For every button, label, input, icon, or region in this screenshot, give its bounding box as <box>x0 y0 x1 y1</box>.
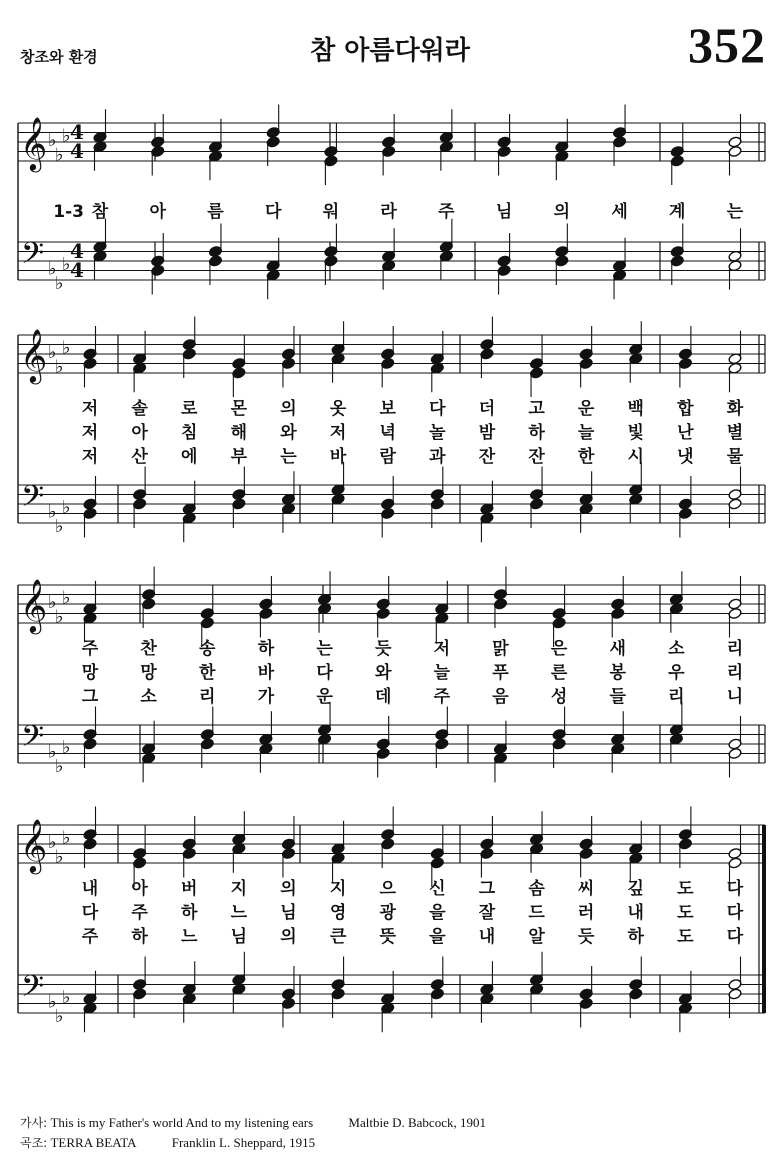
lyric-syllable: 화 <box>726 399 744 419</box>
lyric-syllable: 보 <box>379 399 396 419</box>
lyric-syllable: 솜 <box>528 879 545 899</box>
lyric-syllable: 망 <box>140 663 157 683</box>
hymn-category: 창조와 환경 <box>20 48 98 66</box>
flat-icon: ♭ <box>48 258 57 280</box>
lyric-syllable: 드 <box>528 903 545 923</box>
treble-staff <box>18 317 765 398</box>
lyric-syllable: 을 <box>429 903 446 923</box>
lyric-line <box>82 422 743 443</box>
lyric-syllable: 잔 <box>478 447 496 467</box>
lyric-syllable: 으 <box>379 879 396 899</box>
lyric-syllable: 난 <box>677 423 694 443</box>
hymn-title: 참 아름다워라 <box>310 36 470 66</box>
lyric-syllable: 운 <box>577 399 595 419</box>
lyric-syllable: 솔 <box>131 399 148 419</box>
flat-icon: ♭ <box>48 342 57 363</box>
lyric-syllable: 다 <box>726 927 744 947</box>
bass-staff <box>18 462 765 543</box>
flat-icon: ♭ <box>55 356 64 378</box>
lyric-syllable: 느 <box>181 927 198 947</box>
lyric-syllable: 그 <box>81 687 99 707</box>
lyric-syllable: 다 <box>726 879 744 899</box>
flat-icon: ♭ <box>55 272 64 294</box>
lyric-syllable: 음 <box>492 687 509 707</box>
lyric-syllable: 리 <box>668 687 685 707</box>
lyric-syllable: 하 <box>627 927 644 947</box>
lyric-syllable: 해 <box>230 423 248 443</box>
lyric-syllable: 리 <box>199 687 216 707</box>
lyric-syllable: 잘 <box>478 903 496 923</box>
lyric-line <box>82 902 744 923</box>
lyric-syllable: 워 <box>322 202 340 222</box>
lyric-syllable: 밤 <box>478 423 496 443</box>
tune-label: 곡조: <box>20 1136 48 1150</box>
verse-marker: 1-3 <box>53 202 84 222</box>
flat-icon: ♭ <box>48 741 57 763</box>
lyric-syllable: 망 <box>81 663 99 683</box>
lyric-syllable: 지 <box>230 879 248 899</box>
lyric-syllable: 주 <box>81 927 99 947</box>
lyric-syllable: 물 <box>726 447 744 467</box>
lyric-syllable: 도 <box>677 903 694 923</box>
lyric-syllable: 새 <box>609 639 626 659</box>
lyric-syllable: 저 <box>81 399 99 419</box>
flat-icon: ♭ <box>62 337 71 359</box>
lyric-syllable: 의 <box>553 202 571 222</box>
bass-clef-icon: 𝄢 <box>21 720 45 761</box>
lyric-syllable: 백 <box>627 399 644 419</box>
flat-icon: ♭ <box>62 496 71 518</box>
lyric-line <box>82 662 743 683</box>
lyric-line <box>82 638 743 659</box>
lyric-syllable: 봉 <box>609 663 626 683</box>
lyric-syllable: 참 <box>91 202 109 222</box>
lyric-syllable: 찬 <box>140 639 157 659</box>
lyric-syllable: 부 <box>230 447 248 467</box>
lyric-syllable: 주 <box>438 202 455 222</box>
lyric-syllable: 는 <box>726 202 744 222</box>
lyric-syllable: 알 <box>528 927 545 947</box>
lyric-syllable: 들 <box>609 687 626 707</box>
time-signature-top: 4 <box>70 120 84 144</box>
lyric-syllable: 광 <box>379 903 396 923</box>
lyric-syllable: 영 <box>329 903 347 923</box>
lyrics-author: Maltbie D. Babcock, 1901 <box>348 1115 486 1130</box>
lyric-syllable: 그 <box>478 879 496 899</box>
lyric-syllable: 와 <box>280 423 297 443</box>
lyric-syllable: 라 <box>380 202 397 222</box>
lyric-syllable: 가 <box>257 687 275 707</box>
lyric-line <box>82 926 744 947</box>
lyrics-label: 가사: <box>20 1116 48 1130</box>
flat-icon: ♭ <box>48 991 57 1013</box>
flat-icon: ♭ <box>55 1005 64 1027</box>
lyric-syllable: 로 <box>181 399 198 419</box>
lyric-syllable: 와 <box>374 663 392 683</box>
lyric-syllable: 깊 <box>627 879 644 899</box>
lyric-syllable: 님 <box>495 202 513 222</box>
tune-name: TERRA BEATA <box>50 1135 137 1150</box>
lyrics-credit <box>20 1113 486 1133</box>
lyric-syllable: 듯 <box>374 639 392 659</box>
flat-icon: ♭ <box>55 846 64 868</box>
lyric-syllable: 름 <box>207 202 224 222</box>
lyric-syllable: 놀 <box>429 423 446 443</box>
tune-author: Franklin L. Sheppard, 1915 <box>171 1135 316 1150</box>
lyric-syllable: 리 <box>726 663 744 683</box>
lyric-syllable: 는 <box>316 639 333 659</box>
lyric-syllable: 씨 <box>577 879 595 899</box>
lyric-syllable: 신 <box>429 879 446 899</box>
lyric-syllable: 내 <box>81 879 99 899</box>
music-system-4 <box>18 807 766 1033</box>
credits <box>20 1113 486 1153</box>
lyric-syllable: 운 <box>316 687 333 707</box>
lyric-syllable: 바 <box>329 447 347 467</box>
flat-icon: ♭ <box>48 592 57 613</box>
flat-icon: ♭ <box>62 736 71 758</box>
lyric-syllable: 의 <box>280 879 297 899</box>
lyric-syllable: 큰 <box>329 927 347 947</box>
treble-staff <box>18 105 765 186</box>
lyric-syllable: 과 <box>429 447 446 467</box>
lyric-syllable: 님 <box>280 903 297 923</box>
lyric-syllable: 러 <box>577 903 595 923</box>
time-signature-bottom: 4 <box>70 258 84 282</box>
time-signature-bottom: 4 <box>70 139 84 163</box>
lyric-syllable: 저 <box>433 639 451 659</box>
lyric-syllable: 아 <box>149 202 166 222</box>
music-system-1 <box>18 105 765 300</box>
lyric-syllable: 주 <box>81 639 99 659</box>
lyric-syllable: 의 <box>280 927 297 947</box>
lyric-syllable: 다 <box>81 903 99 923</box>
lyric-syllable: 람 <box>379 447 396 467</box>
treble-staff <box>18 567 765 648</box>
lyric-syllable: 도 <box>677 879 694 899</box>
lyric-syllable: 더 <box>478 399 496 419</box>
lyric-syllable: 한 <box>577 447 595 467</box>
lyric-syllable: 세 <box>611 202 628 222</box>
lyric-syllable: 소 <box>668 639 685 659</box>
lyric-line <box>82 686 743 707</box>
flat-icon: ♭ <box>62 125 71 147</box>
lyric-syllable: 한 <box>199 663 216 683</box>
lyric-syllable: 을 <box>429 927 446 947</box>
flat-icon: ♭ <box>55 515 64 537</box>
flat-icon: ♭ <box>55 755 64 777</box>
treble-clef-icon: 𝄞 <box>20 328 48 382</box>
lyric-syllable: 데 <box>374 687 392 707</box>
lyric-syllable: 리 <box>726 639 744 659</box>
bass-staff <box>18 219 765 300</box>
lyric-syllable: 계 <box>669 202 686 222</box>
treble-clef-icon: 𝄞 <box>20 116 48 170</box>
lyric-syllable: 아 <box>131 423 148 443</box>
lyric-syllable: 몬 <box>230 399 248 419</box>
lyric-syllable: 저 <box>329 423 347 443</box>
lyric-syllable: 산 <box>131 447 148 467</box>
lyric-line <box>82 878 744 899</box>
lyric-syllable: 는 <box>280 447 297 467</box>
lyric-syllable: 합 <box>677 399 694 419</box>
lyric-syllable: 주 <box>433 687 451 707</box>
lyric-syllable: 에 <box>181 447 198 467</box>
lyric-syllable: 하 <box>257 639 275 659</box>
tune-credit <box>20 1133 486 1153</box>
lyric-syllable: 시 <box>627 447 644 467</box>
lyric-syllable: 내 <box>478 927 496 947</box>
lyric-syllable: 우 <box>668 663 685 683</box>
lyric-syllable: 하 <box>131 927 148 947</box>
lyric-syllable: 하 <box>181 903 198 923</box>
bass-clef-icon: 𝄢 <box>21 970 45 1011</box>
lyric-syllable: 송 <box>199 639 216 659</box>
treble-clef-icon: 𝄞 <box>20 578 48 632</box>
lyric-syllable: 늘 <box>433 663 451 683</box>
lyric-syllable: 늘 <box>577 423 595 443</box>
lyric-syllable: 하 <box>528 423 545 443</box>
lyric-syllable: 아 <box>131 879 148 899</box>
lyric-syllable: 다 <box>726 903 744 923</box>
lyric-syllable: 버 <box>181 879 198 899</box>
lyric-syllable: 주 <box>131 903 148 923</box>
bass-clef-icon: 𝄢 <box>21 480 45 521</box>
lyric-syllable: 소 <box>140 687 157 707</box>
lyric-syllable: 은 <box>550 639 568 659</box>
lyric-syllable: 내 <box>627 903 644 923</box>
lyric-line <box>82 398 744 419</box>
lyric-syllable: 바 <box>257 663 275 683</box>
flat-icon: ♭ <box>62 587 71 609</box>
lyric-syllable: 잔 <box>528 447 545 467</box>
time-signature-top: 4 <box>70 239 84 263</box>
lyric-syllable: 빛 <box>627 423 644 443</box>
lyric-syllable: 저 <box>81 447 99 467</box>
lyric-syllable: 니 <box>726 687 744 707</box>
lyric-syllable: 옷 <box>329 399 347 419</box>
lyric-syllable: 느 <box>230 903 248 923</box>
lyric-line <box>82 446 744 467</box>
lyric-syllable: 별 <box>726 423 744 443</box>
music-system-2 <box>18 317 765 543</box>
flat-icon: ♭ <box>62 827 71 849</box>
bass-staff <box>18 702 765 783</box>
flat-icon: ♭ <box>55 606 64 628</box>
lyrics-source: This is my Father's world And to my listening ears <box>50 1115 314 1130</box>
lyric-line <box>92 201 744 222</box>
lyric-syllable: 다 <box>264 202 282 222</box>
flat-icon: ♭ <box>48 832 57 853</box>
bass-clef-icon: 𝄢 <box>21 237 45 278</box>
lyric-syllable: 의 <box>280 399 297 419</box>
flat-icon: ♭ <box>62 986 71 1008</box>
hymn-number: 352 <box>688 17 766 73</box>
flat-icon: ♭ <box>48 130 57 151</box>
lyric-syllable: 듯 <box>577 927 595 947</box>
lyric-syllable: 침 <box>181 423 198 443</box>
flat-icon: ♭ <box>55 144 64 166</box>
flat-icon: ♭ <box>62 253 71 275</box>
bass-staff <box>18 952 765 1033</box>
lyric-syllable: 뜻 <box>379 927 396 947</box>
music-system-3 <box>18 567 765 783</box>
lyric-syllable: 른 <box>550 663 568 683</box>
lyric-syllable: 다 <box>316 663 333 683</box>
lyric-syllable: 저 <box>81 423 99 443</box>
lyric-syllable: 님 <box>230 927 248 947</box>
lyric-syllable: 냇 <box>677 447 694 467</box>
treble-staff <box>18 807 765 888</box>
lyric-syllable: 고 <box>528 399 545 419</box>
lyric-syllable: 성 <box>550 687 568 707</box>
lyric-syllable: 녁 <box>379 423 396 443</box>
treble-clef-icon: 𝄞 <box>20 818 48 872</box>
lyric-syllable: 다 <box>429 399 446 419</box>
lyric-syllable: 도 <box>677 927 694 947</box>
final-barline-thick <box>762 825 766 1013</box>
lyric-syllable: 지 <box>329 879 347 899</box>
lyric-syllable: 맑 <box>492 639 509 659</box>
lyric-syllable: 푸 <box>492 663 509 683</box>
flat-icon: ♭ <box>48 501 57 523</box>
